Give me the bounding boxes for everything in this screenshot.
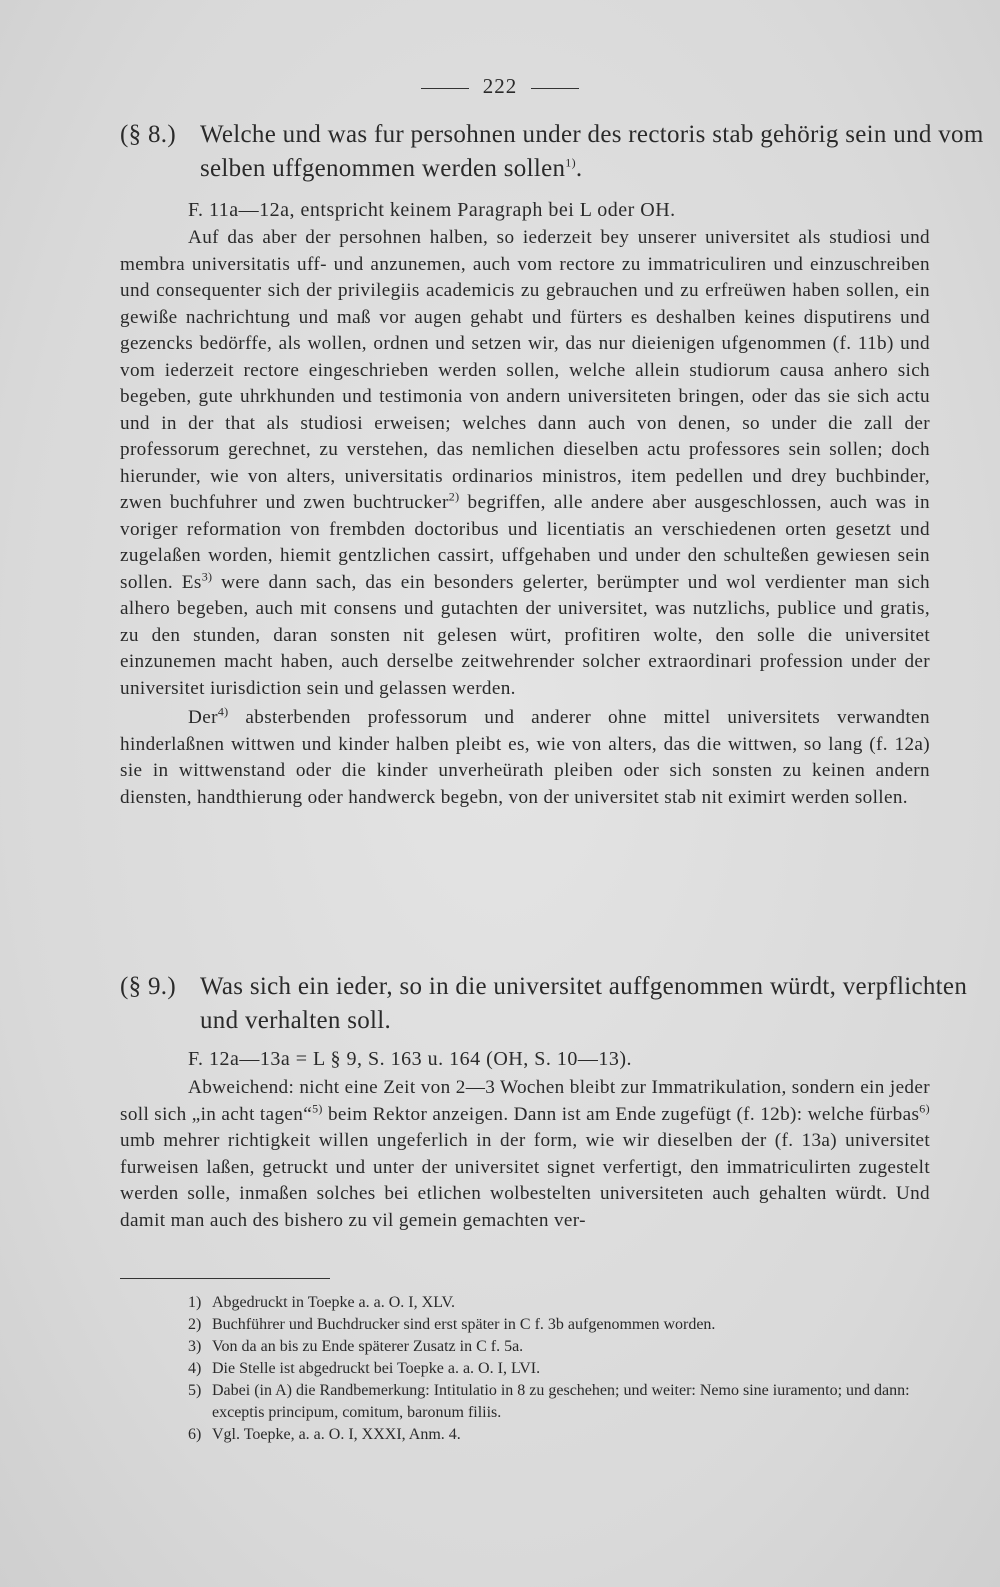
section-9-paragraph-1	[120, 1075, 930, 1234]
section-8-paragraph-1	[120, 225, 930, 702]
footnote-ref-4: 4)	[217, 704, 229, 719]
footnote-ref-6: 6)	[919, 1101, 930, 1116]
section-9-body	[120, 1075, 930, 1234]
footnote-divider	[120, 1278, 330, 1279]
section-9-number: (§ 9.)	[120, 973, 176, 1000]
footnote	[188, 1314, 928, 1336]
footnote-text: Vgl. Toepke, a. a. O. I, XXXI, Anm. 4.	[212, 1426, 461, 1443]
section-9-heading	[120, 970, 1000, 1038]
section-9-p1-text-c: umb mehrer richtigkeit willen ungeferlich in der form, wie wir dieselben der (f. 13a) universitet furweisen laßen, getruckt und unter der universitet signet verfertigt, den immatriculirten zugestelt werden solle, inmaßen solches bei etlichen wolbestelten universiteten auch gehalten würdt. Und damit man auch des bishero zu vil gemein gemachten ver-	[120, 1130, 930, 1231]
section-9-p1-text-b: beim Rektor anzeigen. Dann ist am Ende zugefügt (f. 12b): welche fürbas	[322, 1103, 920, 1125]
footnote-number: 2)	[188, 1316, 202, 1333]
footnote	[188, 1358, 928, 1380]
footnote-text: Abgedruckt in Toepke a. a. O. I, XLV.	[212, 1294, 455, 1311]
footnote-ref-2: 2)	[448, 489, 460, 504]
section-9-title: Was sich ein ieder, so in die universitet auffgenommen würdt, verpflichten und verhalten soll.	[200, 973, 968, 1034]
footnote-text: Von da an bis zu Ende späterer Zusatz in C f. 5a.	[212, 1338, 524, 1355]
footnote-number: 3)	[188, 1338, 202, 1355]
section-8-title-end: .	[575, 155, 583, 182]
footnote	[188, 1424, 928, 1446]
section-8-number: (§ 8.)	[120, 121, 176, 148]
footnote-text: Buchführer und Buchdrucker sind erst später in C f. 3b aufgenommen worden.	[212, 1316, 716, 1333]
section-8-title-footnote-ref: 1)	[565, 155, 576, 170]
section-8-p2-text-a: Der	[188, 707, 218, 728]
footnote	[188, 1336, 928, 1358]
footnote-number: 6)	[188, 1426, 202, 1443]
footnote-ref-5: 5)	[312, 1101, 323, 1116]
footnote	[188, 1292, 928, 1314]
page-number	[0, 74, 1000, 99]
footnote	[188, 1380, 928, 1424]
page-number-value: 222	[482, 74, 518, 98]
footnotes	[188, 1292, 928, 1446]
footnote-number: 5)	[188, 1382, 202, 1399]
section-8-p1-text-a: Auf das aber der persohnen halben, so iederzeit bey unserer universitet als studiosi und membra universitatis uff- und anzunemen, auch vom rectore zu immatriculiren und einzuschreiben und consequenter sich der privilegiis academicis zu gebrauchen und zu erfreüwen haben sollen, ein gewiße nachrichtung und maß vor augen gehabt und fürters es deshalben keines disputirens und gezencks bedörffe, als wollen, ordnen und setzen wir, das nur dieienigen ufgenommen (f. 11b) und vom iederzeit rectore eingeschrieben werden sollen, welche allein studiorum causa anhero sich begeben, gute uhrkhunden und testimonia von andern universiteten bringen, oder das sie sich actu und in der that als studiosi erweisen; welches dann auch von denen, so under die zall der professorum gerechnet, zu verstehen, das nemlichen dieselben actu professores sein sollen; doch hierunder, wie von alters, universitatis ordinarios ministros, item pedellen und drey buchbinder, zwen buchfuhrer und zwen buchtrucker	[120, 227, 930, 513]
section-8-body	[120, 225, 930, 811]
section-8-heading	[120, 118, 1000, 186]
section-8-paragraph-2	[120, 705, 930, 811]
footnote-number: 4)	[188, 1360, 202, 1377]
section-8-p1-text-c: were dann sach, das ein besonders gelerter, berümpter und wol verdienter man sich alhero begeben, auch mit consens und gutachten der universitet, was nutzlichs, publice und gratis, zu den stunden, daran sonsten nit gelesen würt, profitiren wolte, den solle die universitet einzunemen macht haben, auch derselbe zeitwehrender solcher extraordinari profession under der universitet iurisdiction sein und gelassen werden.	[120, 571, 930, 699]
footnote-text: Dabei (in A) die Randbemerkung: Intitulatio in 8 zu geschehen; und weiter: Nemo sine iuramento; und dann: exceptis principum, comitum, baronum filiis.	[212, 1382, 910, 1421]
page-number-dash-right	[531, 88, 579, 89]
section-8-p2-text-b: absterbenden professorum und anderer ohne mittel universitets verwandten hinderlaßnen wittwen und kinder halben pleibt es, wie von alters, das die wittwen, so lang (f. 12a) sie in wittwenstand oder die kinder unverheürath pleiben oder sich sonsten zu keinen andern diensten, handthierung oder handwerck begebn, von der universitet stab nit eximirt werden sollen.	[120, 707, 930, 808]
footnote-ref-3: 3)	[201, 569, 213, 584]
section-9-reference: F. 12a—13a = L § 9, S. 163 u. 164 (OH, S. 10—13).	[188, 1048, 632, 1070]
footnote-text: Die Stelle ist abgedruckt bei Toepke a. a. O. I, LVI.	[212, 1360, 541, 1377]
section-8-title: Welche und was fur persohnen under des rectoris stab gehörig sein und vom selben uffgenommen werden sollen	[200, 121, 984, 182]
section-8-p1-text-b: begriffen, alle andere aber ausgeschlossen, auch was in voriger reformation von frembden doctoribus und licentiatis an verschiedenen orten gesetzt und zugelaßen worden, hiemit gentzlichen cassirt, uffgehaben und under den schulteßen gewiesen sein sollen. Es	[120, 492, 930, 593]
section-8-reference: F. 11a—12a, entspricht keinem Paragraph bei L oder OH.	[188, 199, 676, 221]
footnote-number: 1)	[188, 1294, 202, 1311]
section-9-p1-text-a: Abweichend: nicht eine Zeit von 2—3 Wochen bleibt zur Immatrikulation, sondern ein jeder soll sich „in acht tagen“	[120, 1077, 930, 1125]
page-number-dash-left	[421, 88, 469, 89]
